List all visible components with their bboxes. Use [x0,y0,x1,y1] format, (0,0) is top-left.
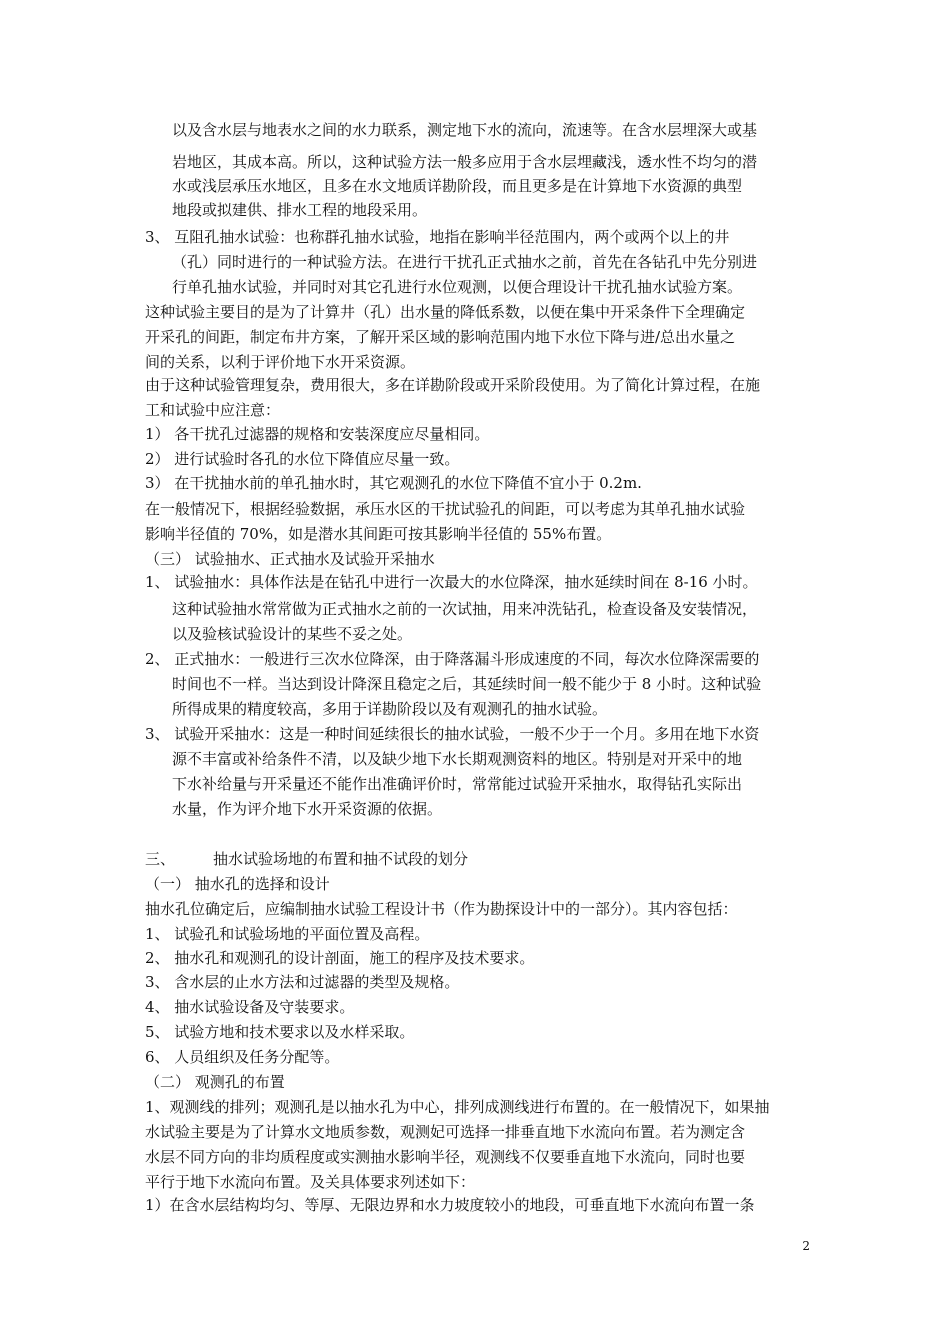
text-line: 1） 各干扰孔过滤器的规格和安装深度应尽量相同。 [145,425,490,443]
text-line: 这种试验抽水常常做为正式抽水之前的一次试抽，用来冲洗钻孔，检查设备及安装情况， [172,600,758,618]
text-line: 水或浅层承压水地区，且多在水文地质详勘阶段，而且更多是在计算地下水资源的典型 [172,177,743,195]
text-line: （孔）同时进行的一种试验方法。在进行干扰孔正式抽水之前，首先在各钻孔中先分别进 [172,253,758,271]
text-line: 水试验主要是为了计算水文地质参数，观测妃可选择一排垂直地下水流向布置。若为测定含 [145,1123,746,1141]
section-number: 三、 [145,850,176,868]
text-line: 在一般情况下，根据经验数据，承压水区的干扰试验孔的间距，可以考虑为其单孔抽水试验 [145,500,746,518]
text-line: 2、 正式抽水：一般进行三次水位降深，由于降落漏斗形成速度的不同，每次水位降深需要的 [145,650,760,668]
text-line: 1、 试验抽水：具体作法是在钻孔中进行一次最大的水位降深，抽水延续时间在 8-16 小时。 [145,573,758,591]
section-heading: （三） 试验抽水、正式抽水及试验开采抽水 [145,550,435,568]
text-line: 2） 进行试验时各孔的水位下降值应尽量一致。 [145,450,460,468]
text-line: 平行于地下水流向布置。及关具体要求列述如下： [145,1173,476,1191]
text-line: 下水补给量与开采量还不能作出准确评价时，常常能过试验开采抽水，取得钻孔实际出 [172,775,743,793]
text-line: 3、 互阻孔抽水试验：也称群孔抽水试验，地指在影响半径范围内，两个或两个以上的井 [145,228,730,246]
text-line: 水层不同方向的非均质程度或实测抽水影响半径，观测线不仅要垂直地下水流向，同时也要 [145,1148,746,1166]
list-item: 6、 人员组织及任务分配等。 [145,1048,340,1066]
text-line: 源不丰富或补给条件不清，以及缺少地下水长期观测资料的地区。特别是对开采中的地 [172,750,743,768]
text-line: 1）在含水层结构均匀、等厚、无限边界和水力坡度较小的地段，可垂直地下水流向布置一条 [145,1196,755,1214]
text-line: 3、 试验开采抽水：这是一种时间延续很长的抽水试验，一般不少于一个月。多用在地下水资 [145,725,760,743]
text-line: 以及验核试验设计的某些不妥之处。 [172,625,413,643]
text-line: 抽水孔位确定后，应编制抽水试验工程设计书（作为勘探设计中的一部分）。其内容包括： [145,900,738,918]
text-line: 3） 在干扰抽水前的单孔抽水时，其它观测孔的水位下降值不宜小于 0.2m. [145,474,642,492]
text-line: 以及含水层与地表水之间的水力联系，测定地下水的流向，流速等。在含水层埋深大或基 [172,121,758,139]
text-line: 影响半径值的 70%，如是潜水其间距可按其影响半径值的 55%布置。 [145,525,612,543]
list-item: 4、 抽水试验设备及守装要求。 [145,998,355,1016]
text-line: 这种试验主要目的是为了计算井（孔）出水量的降低系数，以便在集中开采条件下全理确定 [145,303,746,321]
list-item: 1、 试验孔和试验场地的平面位置及高程。 [145,925,430,943]
text-line: 1、观测线的排列；观测孔是以抽水孔为中心，排列成测线进行布置的。在一般情况下，如果抽 [145,1098,770,1116]
section-title: 抽水试验场地的布置和抽不试段的划分 [213,850,469,868]
text-line: 行单孔抽水试验，并同时对其它孔进行水位观测，以便合理设计干扰孔抽水试验方案。 [172,278,743,296]
text-line: 工和试验中应注意： [145,401,281,419]
text-line: 间的关系，以利于评价地下水开采资源。 [145,353,416,371]
page-number: 2 [802,1239,810,1253]
text-line: 岩地区，其成本高。所以，这种试验方法一般多应用于含水层埋藏浅，透水性不均匀的潜 [172,153,758,171]
subsection-heading: （二） 观测孔的布置 [145,1073,285,1091]
subsection-heading: （一） 抽水孔的选择和设计 [145,875,330,893]
text-line: 水量，作为评介地下水开采资源的依据。 [172,800,443,818]
text-line: 开采孔的间距，制定布井方案，了解开采区域的影响范围内地下水位下降与进/总出水量之 [145,328,736,346]
list-item: 5、 试验方地和技术要求以及水样采取。 [145,1023,415,1041]
text-line: 时间也不一样。当达到设计降深且稳定之后，其延续时间一般不能少于 8 小时。这种试验 [172,675,762,693]
text-line: 地段或拟建供、排水工程的地段采用。 [172,201,428,219]
text-line: 由于这种试验管理复杂，费用很大，多在详勘阶段或开采阶段使用。为了简化计算过程，在施 [145,376,761,394]
text-line: 所得成果的精度较高，多用于详勘阶段以及有观测孔的抽水试验。 [172,700,608,718]
list-item: 3、 含水层的止水方法和过滤器的类型及规格。 [145,973,460,991]
list-item: 2、 抽水孔和观测孔的设计剖面，施工的程序及技术要求。 [145,949,535,967]
